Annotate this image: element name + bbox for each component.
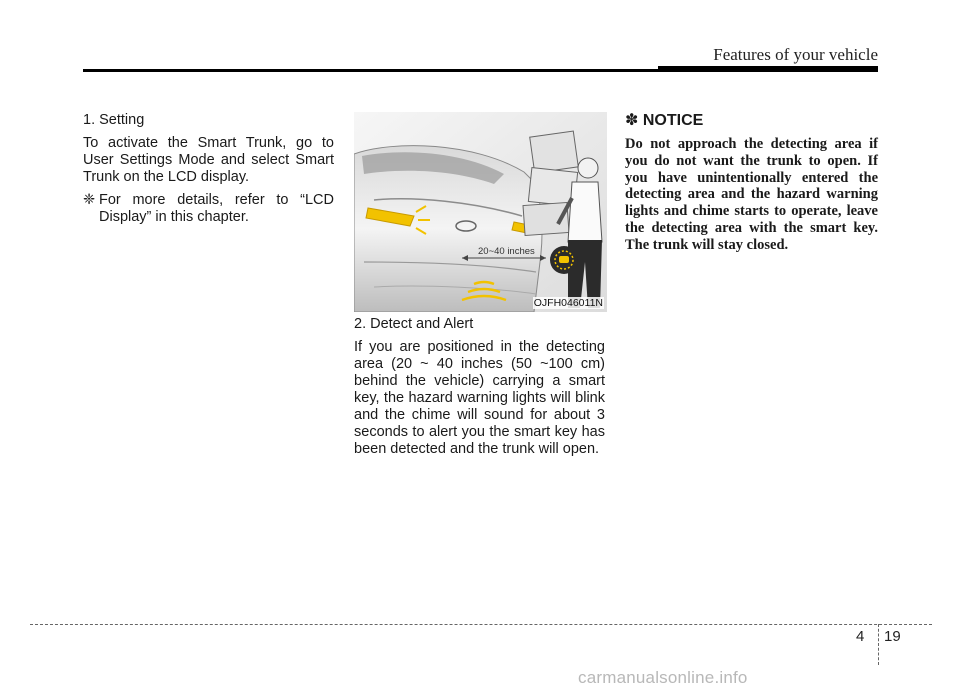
- section-title: Features of your vehicle: [713, 45, 878, 64]
- watermark: carmanualsonline.info: [578, 668, 748, 687]
- setting-paragraph: To activate the Smart Trunk, go to User Settings Mode and select Smart Trunk on the LCD display.: [83, 135, 334, 185]
- setting-note: [83, 192, 334, 226]
- header-rule-accent: [658, 66, 878, 72]
- distance-label: 20~40 inches: [478, 246, 535, 257]
- column-detect: [354, 316, 605, 464]
- figure-code: OJFH046011N: [533, 297, 603, 309]
- setting-heading: 1. Setting: [83, 112, 145, 128]
- notice-title: ✽ NOTICE: [625, 112, 704, 129]
- setting-note-text: For more details, refer to “LCD Display” in this chapter.: [99, 192, 334, 225]
- column-setting: [83, 112, 334, 226]
- chapter-number: 4: [856, 628, 865, 645]
- illustration-drawing: [354, 112, 607, 312]
- detect-heading: 2. Detect and Alert: [354, 316, 474, 332]
- page-number: 19: [884, 628, 901, 645]
- footer-divider: [878, 624, 879, 665]
- detect-paragraph: If you are positioned in the detecting area (20 ~ 40 inches (50 ~100 cm) behind the vehicle) carrying a smart key, the hazard warning lights will blink and the chime will sound for about 3 seconds to alert you the smart key has been detected and the trunk will open.: [354, 339, 605, 457]
- notice-box: [625, 112, 878, 254]
- bullet-symbol-icon: ❈: [83, 192, 96, 208]
- notice-text: Do not approach the detecting area if you do not want the trunk to open. If you have unintentionally entered the detecting area and the hazard warning lights and chime starts to operate, leave the detecting area with the smart key. The trunk will stay closed.: [625, 136, 878, 253]
- smart-trunk-illustration: [354, 112, 607, 312]
- footer-rule: [30, 624, 932, 625]
